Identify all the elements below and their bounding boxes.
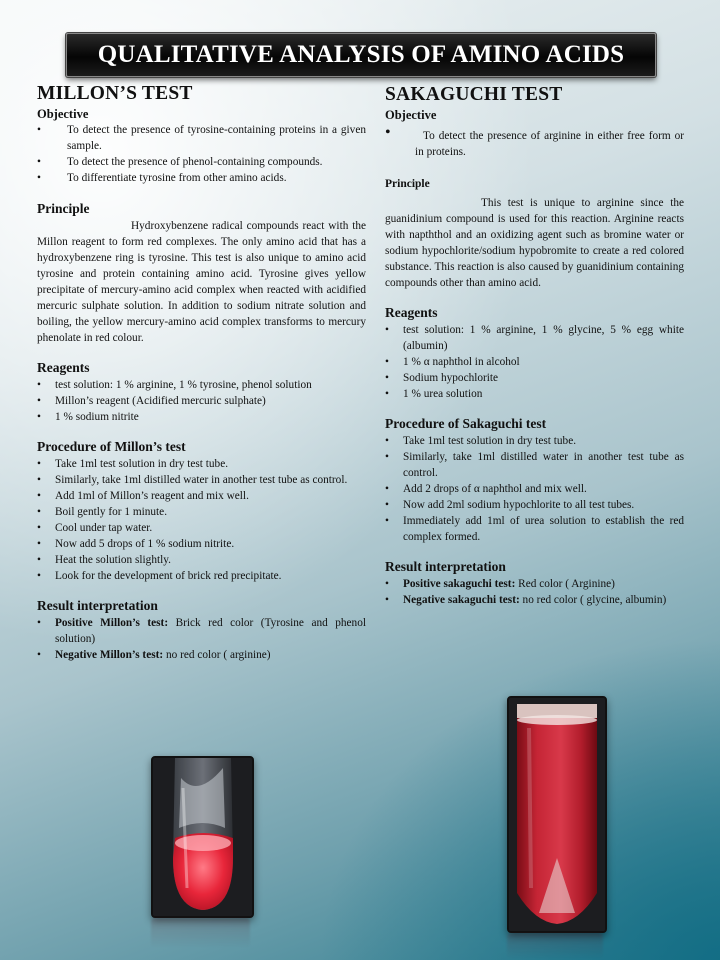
list-item: • Negative Millon’s test: no red color ( arginine) <box>37 647 366 663</box>
list-item: • To detect the presence of phenol-containing compounds. <box>37 154 366 170</box>
list-item: • Positive sakaguchi test: Red color ( Arginine) <box>385 576 684 592</box>
millon-procedure-list <box>37 456 366 584</box>
millon-result-list <box>37 615 366 663</box>
millon-reagents-list <box>37 377 366 425</box>
sakaguchi-result-list <box>385 576 684 608</box>
list-item: • To differentiate tyrosine from other amino acids. <box>37 170 366 186</box>
test-tube-illustration <box>153 758 252 916</box>
list-item: • Similarly, take 1ml distilled water in another test tube as control. <box>37 472 366 488</box>
list-item: • To detect the presence of tyrosine-containing proteins in a given sample. <box>37 122 366 154</box>
list-item: • 1 % urea solution <box>385 386 684 402</box>
millon-principle-label: Principle <box>37 201 90 216</box>
sakaguchi-result-label: Result interpretation <box>385 559 506 574</box>
list-item: • Look for the development of brick red precipitate. <box>37 568 366 584</box>
list-item: • Add 2 drops of α naphthol and mix well. <box>385 481 684 497</box>
list-item: • 1 % α naphthol in alcohol <box>385 354 684 370</box>
sakaguchi-reagents-list <box>385 322 684 402</box>
list-item: • Take 1ml test solution in dry test tube. <box>385 433 684 449</box>
list-item: • Take 1ml test solution in dry test tube. <box>37 456 366 472</box>
sakaguchi-procedure-list <box>385 433 684 545</box>
list-item: • Immediately add 1ml of urea solution to establish the red complex formed. <box>385 513 684 545</box>
sakaguchi-reagents-label: Reagents <box>385 305 438 320</box>
list-item: • test solution: 1 % arginine, 1 % glycine, 5 % egg white (albumin) <box>385 322 684 354</box>
list-item: • Cool under tap water. <box>37 520 366 536</box>
list-item: • Negative sakaguchi test: no red color ( glycine, albumin) <box>385 592 684 608</box>
millon-procedure-label: Procedure of Millon’s test <box>37 439 186 454</box>
test-tube-illustration <box>509 698 605 931</box>
sakaguchi-principle-text: This test is unique to arginine since the guanidinium compound is used for this reaction. Arginine reacts with napththol and an oxidizing agent such as bromine water or sodium hypochlorite/sodium hypobromite to create a red colored substance. This reaction is also caused by guanidinium containing compounds other than amino acid. <box>385 197 684 289</box>
list-item: • Now add 2ml sodium hypochlorite to all test tubes. <box>385 497 684 513</box>
list-item: • 1 % sodium nitrite <box>37 409 366 425</box>
sakaguchi-objective-label: Objective <box>385 108 437 122</box>
list-item: • Heat the solution slightly. <box>37 552 366 568</box>
list-item: • Sodium hypochlorite <box>385 370 684 386</box>
list-item: • Similarly, take 1ml distilled water in another test tube as control. <box>385 449 684 481</box>
millon-objective-label: Objective <box>37 107 89 121</box>
list-item: • Add 1ml of Millon’s reagent and mix well. <box>37 488 366 504</box>
page-title: QUALITATIVE ANALYSIS OF AMINO ACIDS <box>66 33 656 77</box>
millon-reagents-label: Reagents <box>37 360 90 375</box>
sakaguchi-test-tube-photo <box>507 696 607 933</box>
list-item: • test solution: 1 % arginine, 1 % tyrosine, phenol solution <box>37 377 366 393</box>
millon-heading: MILLON’S TEST <box>37 83 193 104</box>
tube-reflection <box>507 933 603 959</box>
list-item: • Millon’s reagent (Acidified mercuric sulphate) <box>37 393 366 409</box>
tube-reflection <box>151 918 250 948</box>
millon-objective-list <box>37 122 366 186</box>
sakaguchi-principle-label: Principle <box>385 178 430 190</box>
millon-result-label: Result interpretation <box>37 598 158 613</box>
millon-section <box>37 83 366 663</box>
sakaguchi-heading: SAKAGUCHI TEST <box>385 84 563 105</box>
sakaguchi-procedure-label: Procedure of Sakaguchi test <box>385 416 547 431</box>
list-item: • Now add 5 drops of 1 % sodium nitrite. <box>37 536 366 552</box>
list-item: • Boil gently for 1 minute. <box>37 504 366 520</box>
millon-test-tube-photo <box>151 756 254 918</box>
sakaguchi-objective-text: • To detect the presence of arginine in either free form or in proteins. <box>385 128 684 160</box>
list-item: • Positive Millon’s test: Brick red color (Tyrosine and phenol solution) <box>37 615 366 647</box>
sakaguchi-section <box>385 86 684 608</box>
millon-principle-text: Hydroxybenzene radical compounds react with the Millon reagent to form red complexes. The only amino acid that has a hydroxybenzene ring is tyrosine. This test is also unique to amino acid tyrosine and protein containing amino acid. Tyrosine gives yellow precipitate of mercury-amino acid complex when reacted with acidified mercuric sulphate solution. In addition to sodium nitrate solution and boiling, the yellow mercury-amino acid complex transforms to mercury phenolate in red colour. <box>37 220 366 344</box>
